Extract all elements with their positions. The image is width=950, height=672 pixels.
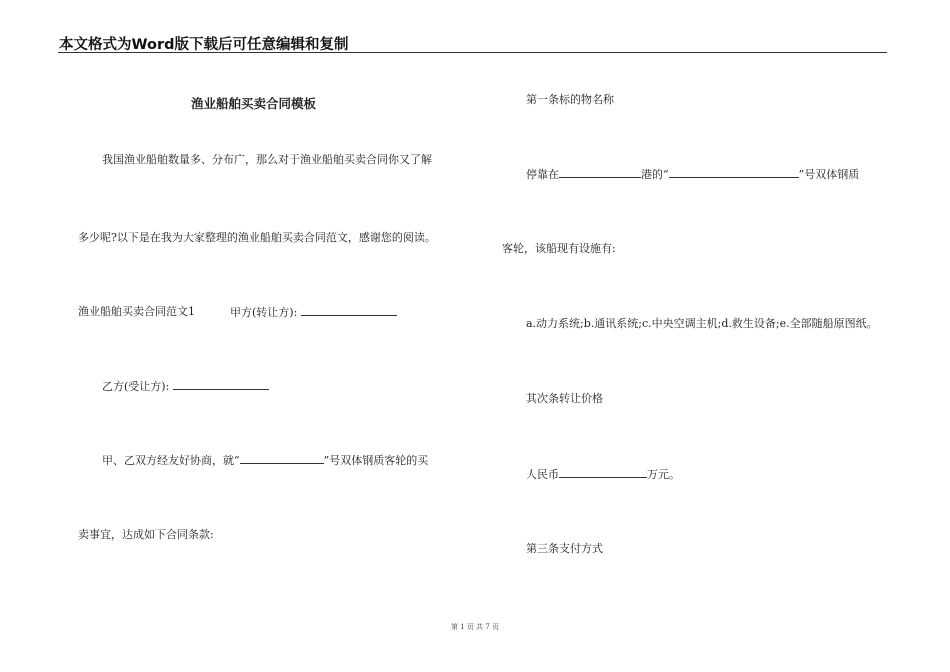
article-1-heading: 第一条标的物名称: [526, 93, 614, 106]
port-blank: [559, 167, 641, 178]
sample-label-text: 渔业船舶买卖合同范文1: [78, 305, 195, 318]
berth-text-b: 港的“: [641, 168, 669, 181]
article-3-heading: 第三条支付方式: [526, 542, 603, 555]
negotiate-line-2: 卖事宜，达成如下合同条款:: [78, 528, 214, 541]
page-footer: [0, 622, 950, 632]
berth-line: [526, 167, 859, 182]
party-b-label: 乙方(受让方):: [102, 380, 170, 393]
vessel-name-blank: [240, 453, 324, 464]
intro-line-2: 多少呢?以下是在我为大家整理的渔业船舶买卖合同范文，感谢您的阅读。: [78, 231, 436, 244]
header-divider: [58, 52, 887, 53]
negotiate-line: [102, 453, 428, 468]
article-2-heading: 其次条转让价格: [526, 392, 603, 405]
price-blank: [559, 467, 647, 478]
price-text-a: 人民币: [526, 468, 559, 481]
berth-text-a: 停靠在: [526, 168, 559, 181]
party-b-blank: [173, 379, 269, 390]
berth-text-c: ”号双体钢质: [798, 168, 860, 181]
price-line: [526, 467, 680, 482]
party-a-line: [230, 305, 397, 320]
document-title: 渔业船舶买卖合同模板: [191, 96, 317, 111]
vessel-name-blank-2: [669, 167, 799, 178]
price-text-b: 万元。: [647, 468, 680, 481]
party-b-line: [102, 379, 269, 394]
berth-line-2: 客轮，该船现有设施有:: [502, 242, 616, 255]
sample-label: [78, 305, 195, 319]
header-title: 本文格式为Word版下载后可任意编辑和复制: [59, 37, 349, 53]
page-number: 第 1 页 共 7 页: [450, 623, 500, 631]
negotiate-text-b: ”号双体钢质客轮的买: [323, 454, 429, 467]
facilities-list: a.动力系统;b.通讯系统;c.中央空调主机;d.救生设备;e.全部随船原图纸。: [526, 317, 878, 330]
intro-line-1: 我国渔业船舶数量多、分布广，那么对于渔业船舶买卖合同你又了解: [102, 153, 432, 166]
party-a-label: 甲方(转让方):: [230, 306, 298, 319]
party-a-blank: [301, 305, 397, 316]
negotiate-text-a: 甲、乙双方经友好协商，就“: [102, 454, 240, 467]
